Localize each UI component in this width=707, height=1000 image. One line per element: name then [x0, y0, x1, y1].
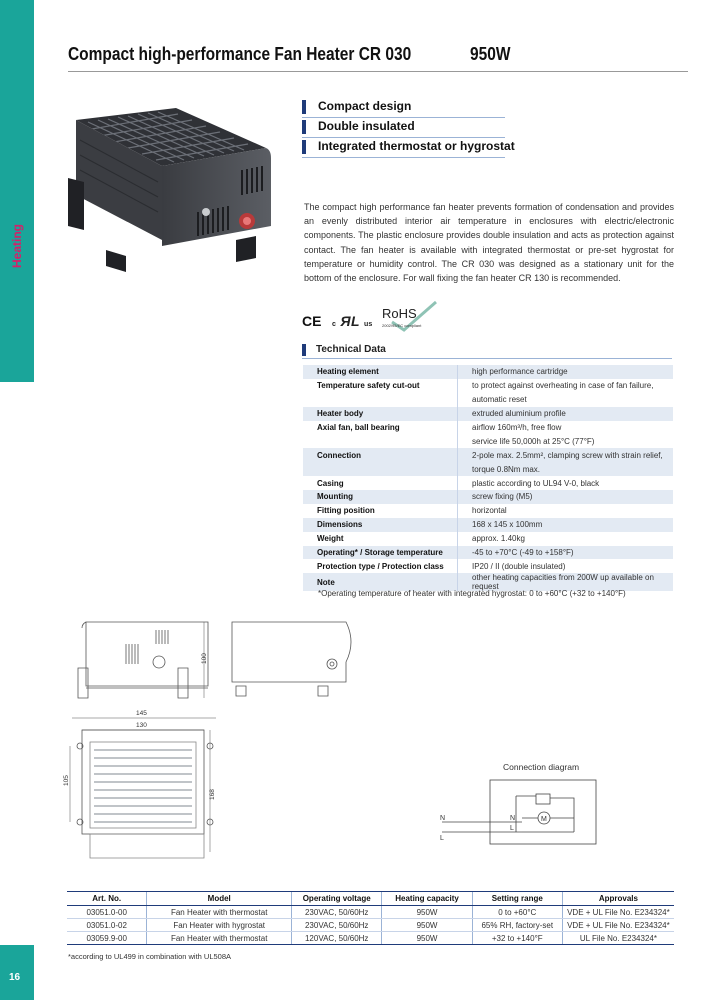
article-cell: Fan Heater with thermostat [147, 932, 292, 945]
technical-key: Mounting [303, 490, 458, 504]
rohs-label: RoHS [382, 306, 417, 321]
article-header-cell: Approvals [562, 892, 674, 906]
technical-key: Heater body [303, 407, 458, 421]
conn-l-left: L [440, 835, 444, 842]
article-row [67, 906, 674, 919]
article-header-cell: Setting range [472, 892, 562, 906]
dim-168-label: 168 [209, 789, 216, 800]
product-description: The compact high performance fan heater prevents formation of condensation and provides an evenly distributed interior air temperature in enclosures with electric/electronic components. The plastic enclosure provides double insulation and acts as protection against contact. The fan heater is available with integrated thermostat or pre-set hygrostat for temperature or humidity control. The CR 030 was designed as a stationary unit for the bottom of the enclosure. For wall fixing the fan heater CR 130 is recommended. [304, 202, 674, 284]
ul-glyph: Я [340, 313, 351, 329]
technical-value: IP20 / II (double insulated) [458, 559, 674, 573]
article-header-cell: Art. No. [67, 892, 147, 906]
dim-130-label: 130 [136, 722, 147, 729]
article-cell: 230VAC, 50/60Hz [292, 906, 382, 919]
technical-key: Heating element [303, 365, 458, 379]
technical-row [303, 448, 673, 462]
technical-value: service life 50,000h at 25°C (77°F) [458, 434, 674, 448]
article-footnote: *according to UL499 in combination with UL508A [68, 952, 232, 961]
article-cell: 120VAC, 50/60Hz [292, 932, 382, 945]
conn-n-left: N [440, 815, 446, 822]
technical-drawings [60, 612, 360, 892]
section-tab-label: Heating [10, 223, 24, 268]
technical-data-table [303, 365, 673, 591]
article-header-cell: Model [147, 892, 292, 906]
article-row [67, 932, 674, 945]
ul-c-label: c [332, 321, 336, 328]
connection-diagram-label: Connection diagram [503, 762, 580, 772]
technical-data-header [302, 342, 672, 359]
technical-key [303, 434, 458, 448]
technical-row [303, 504, 673, 518]
technical-value: 168 x 145 x 100mm [458, 518, 674, 532]
conn-n-right: N [510, 815, 516, 822]
front-view-outline [86, 622, 208, 686]
technical-key: Note [303, 573, 458, 591]
feature-thermostat [302, 139, 515, 158]
technical-row [303, 393, 673, 407]
power-rating: 950W [470, 44, 511, 64]
product-photo [66, 100, 276, 275]
header-divider [68, 71, 688, 72]
technical-value: airflow 160m³/h, free flow [458, 421, 674, 435]
technical-row [303, 490, 673, 504]
ul-us-label: us [364, 321, 373, 328]
feature-bullet [302, 120, 306, 134]
technical-value: to protect against overheating in case of fan failure, [458, 379, 674, 393]
technical-key: Casing [317, 478, 344, 488]
technical-key [303, 462, 458, 476]
article-cell: Fan Heater with hygrostat [147, 919, 292, 932]
technical-row [303, 532, 673, 546]
technical-data-bullet [302, 344, 306, 356]
technical-key: Temperature safety cut-out [317, 381, 420, 391]
article-cell: 65% RH, factory-set [472, 919, 562, 932]
technical-row [303, 476, 673, 490]
article-header-cell: Operating voltage [292, 892, 382, 906]
dim-105-label: 105 [63, 775, 70, 786]
rohs-logo [380, 300, 440, 332]
article-cell: 0 to +60°C [472, 906, 562, 919]
conn-l-right: L [510, 825, 514, 832]
article-cell: 950W [382, 906, 472, 919]
section-tab [0, 0, 34, 382]
feature-compact-design [302, 99, 505, 118]
article-header-cell: Heating capacity [382, 892, 472, 906]
feature-bullet [302, 140, 306, 154]
article-cell: +32 to +140°F [472, 932, 562, 945]
technical-row [303, 546, 673, 560]
feature-bullet [302, 100, 306, 114]
technical-row [303, 518, 673, 532]
technical-key [303, 393, 458, 407]
technical-key: Fitting position [317, 506, 375, 516]
technical-value: torque 0.8Nm max. [458, 462, 674, 476]
technical-key: Protection type / Protection class [317, 561, 444, 571]
article-number: 03059.9-00 [67, 932, 147, 945]
technical-value: extruded aluminium profile [458, 407, 674, 421]
technical-value: 2-pole max. 2.5mm², clamping screw with strain relief, [458, 448, 674, 462]
technical-value: automatic reset [458, 393, 674, 407]
technical-row [303, 434, 673, 448]
article-table [67, 891, 674, 945]
technical-value: high performance cartridge [458, 365, 674, 379]
technical-value: plastic according to UL94 V-0, black [458, 476, 674, 490]
ul-mark-logo [332, 313, 372, 331]
technical-row [303, 559, 673, 573]
technical-key: Dimensions [303, 518, 458, 532]
technical-key: Connection [303, 448, 458, 462]
article-number: 03051.0-02 [67, 919, 147, 932]
feature-label: Compact design [318, 99, 412, 113]
article-cell: VDE + UL File No. E234324* [562, 906, 674, 919]
article-row [67, 919, 674, 932]
technical-value: -45 to +70°C (-49 to +158°F) [458, 546, 674, 560]
technical-key: Axial fan, ball bearing [317, 423, 400, 432]
ul-glyph-l: L [351, 313, 360, 329]
technical-value: horizontal [458, 504, 674, 518]
feature-label: Integrated thermostat or hygrostat [318, 139, 515, 153]
technical-value: screw fixing (M5) [458, 490, 674, 504]
dim-145-label: 145 [136, 710, 147, 717]
page-number-tab [0, 945, 34, 1000]
article-cell: UL File No. E234324* [562, 932, 674, 945]
technical-key: Weight [317, 534, 344, 544]
feature-label: Double insulated [318, 119, 415, 133]
technical-row [303, 421, 673, 435]
technical-footnote: *Operating temperature of heater with integrated hygrostat: 0 to +60°C (+32 to +140°F) [318, 589, 626, 598]
technical-row [303, 462, 673, 476]
technical-row [303, 365, 673, 379]
connection-diagram [432, 778, 602, 850]
article-cell: Fan Heater with thermostat [147, 906, 292, 919]
article-cell: 230VAC, 50/60Hz [292, 919, 382, 932]
feature-double-insulated [302, 119, 505, 138]
ce-mark-logo: CE [302, 313, 322, 329]
technical-row [303, 379, 673, 393]
article-number: 03051.0-00 [67, 906, 147, 919]
article-cell: VDE + UL File No. E234324* [562, 919, 674, 932]
page-number: 16 [9, 972, 21, 983]
technical-key: Operating* / Storage temperature [303, 546, 458, 560]
conn-motor: M [541, 816, 547, 823]
article-cell: 950W [382, 919, 472, 932]
technical-row [303, 407, 673, 421]
technical-value: other heating capacities from 200W up available on request [458, 573, 674, 591]
article-cell: 950W [382, 932, 472, 945]
rohs-sub-label: 2002/95/EC compliant [382, 323, 422, 328]
technical-data-title: Technical Data [316, 344, 386, 355]
technical-value: approx. 1.40kg [458, 532, 674, 546]
page-title: Compact high-performance Fan Heater CR 030 [68, 44, 412, 64]
dim-100-label: 100 [201, 653, 208, 664]
